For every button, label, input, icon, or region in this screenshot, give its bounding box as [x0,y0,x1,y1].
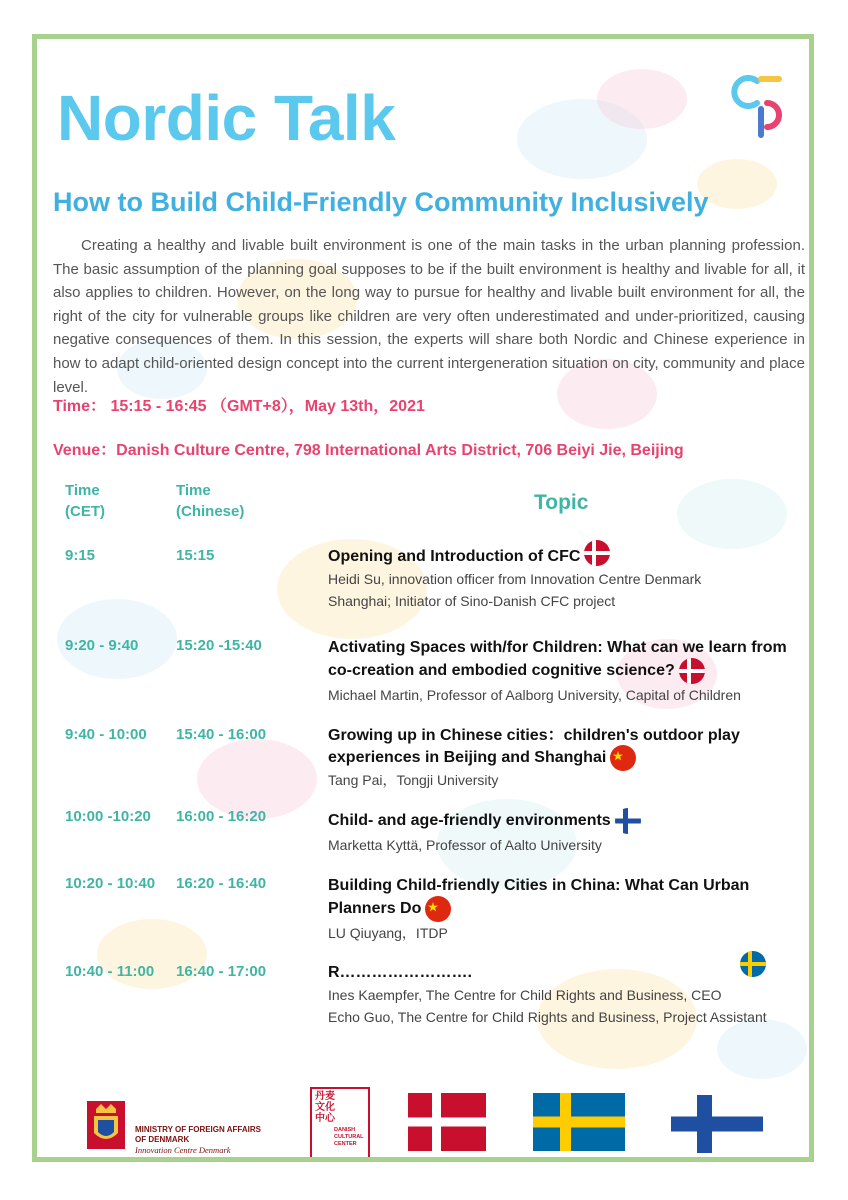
denmark-flag-icon [584,540,610,566]
topic-block [328,726,798,790]
topic-title: Building Child-friendly Cities in China: What Can Urban Planners Do [328,877,750,918]
decor-blob [697,159,777,209]
topic-title: Opening and Introduction of CFC [328,548,581,565]
topic-block [328,963,798,1028]
time-chinese: 15:40 - 16:00 [176,726,267,743]
topic-title: Child- and age-friendly environments [328,812,611,830]
dcc-cn-line1: 丹麦 [315,1091,335,1102]
decor-blob [597,69,687,129]
denmark-flag-icon [679,658,705,684]
finland-flag-large-icon [671,1095,763,1153]
mfa-line1: MINISTRY OF FOREIGN AFFAIRS [135,1125,261,1134]
time-cet: 9:20 - 9:40 [65,637,139,654]
page-title: Nordic Talk [57,82,396,154]
sweden-flag-icon [740,951,766,977]
time-chinese: 16:00 - 16:20 [176,808,267,825]
time-chinese: 16:40 - 17:00 [176,963,267,980]
time-chinese: 16:20 - 16:40 [176,875,267,892]
poster-frame [32,34,814,1162]
topic-block [328,547,798,612]
topic-block [328,808,798,856]
mfa-logo [87,1101,317,1155]
column-header-topic: Topic [534,491,589,514]
topic-title: R……………………. [328,964,472,981]
decor-blob [197,739,317,819]
column-header-cet: Time (CET) [65,482,105,520]
finland-flag-icon [615,808,641,834]
decor-blob [717,1019,807,1079]
cfc-logo [727,69,793,141]
dcc-cn-line3: 中心 [315,1113,335,1124]
speaker-line: Ines Kaempfer, The Centre for Child Rights and Business, CEO [328,987,722,1003]
time-cet: 9:15 [65,547,96,564]
time-cet: 10:40 - 11:00 [65,963,155,980]
speaker-line: Echo Guo, The Centre for Child Rights and Business, Project Assistant [328,1009,767,1025]
time-cet: 10:20 - 10:40 [65,875,156,892]
speaker-line: Marketta Kyttä, Professor of Aalto University [328,837,602,853]
topic-block [328,637,798,706]
topic-block [328,875,798,944]
topic-title: Growing up in Chinese cities：children's outdoor play experiences in Beijing and Shanghai [328,727,740,767]
column-header-chinese: Time (Chinese) [176,482,245,520]
time-cet: 10:00 -10:20 [65,808,151,825]
dcc-cn-line2: 文化 [315,1102,335,1113]
speaker-line: Tang Pai，Tongji University [328,772,499,788]
sweden-flag-large-icon [533,1093,625,1151]
speaker-line: LU Qiuyang，ITDP [328,925,448,941]
crown-shield-icon [87,1101,125,1149]
event-venue: Venue：Danish Culture Centre, 798 International Arts District, 706 Beiyi Jie, Beijing [53,442,684,459]
event-time: Time： 15:15 - 16:45 （GMT+8），May 13th，2021 [53,398,425,415]
time-cet: 9:40 - 10:00 [65,726,147,743]
mfa-line3: Innovation Centre Denmark [135,1145,231,1155]
china-flag-icon [610,745,636,771]
decor-blob [677,479,787,549]
intro-paragraph: Creating a healthy and livable built environment is one of the main tasks in the urban planning profession. The basic assumption of the planning goal supposes to be if the built environment is healthy and livable for all, it also applies to children. However, on the long way to pursue for healthy and livable built environment for all, the right of the city for vulnerable groups like children are very often underestimated and under-prioritized, causing negative consequences of them. In this session, the experts will share both Nordic and Chinese experience in how to adapt child-oriented design concept into the current intergeneration situation on city, community and place level. [53,237,805,396]
danish-cultural-center-logo [310,1087,370,1159]
speaker-line: Shanghai; Initiator of Sino-Danish CFC project [328,593,616,609]
speaker-line: Heidi Su, innovation officer from Innovation Centre Denmark [328,571,702,587]
footer-logos [37,1087,809,1162]
page-subtitle: How to Build Child-Friendly Community Inclusively [53,187,709,217]
time-chinese: 15:20 -15:40 [176,637,262,654]
time-chinese: 15:15 [176,547,215,564]
topic-title: Activating Spaces with/for Children: What can we learn from co-creation and embodied cognitive science? [328,639,787,680]
mfa-line2: OF DENMARK [135,1135,190,1144]
china-flag-icon [425,896,451,922]
denmark-flag-large-icon [408,1093,486,1151]
speaker-line: Michael Martin, Professor of Aalborg University, Capital of Children [328,687,741,703]
dcc-en: DANISH CULTURAL CENTER [334,1127,364,1147]
